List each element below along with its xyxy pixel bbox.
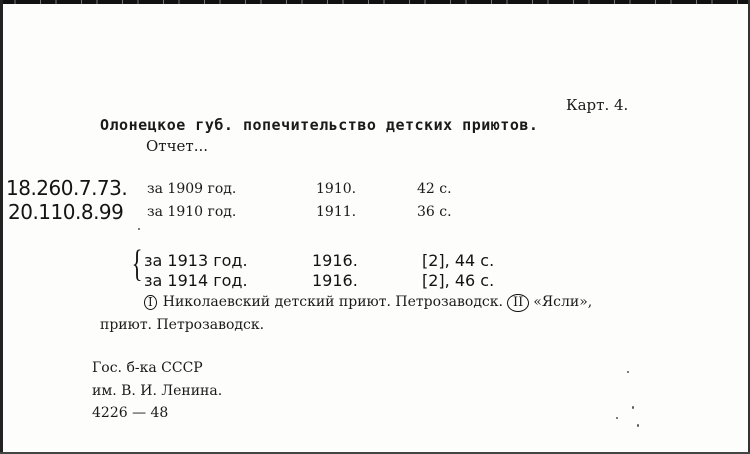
institution-name: «Ясли», xyxy=(533,294,593,310)
handwritten-call-number: 18.260.7.73. xyxy=(6,176,128,200)
circled-mark: II xyxy=(507,294,529,312)
library-catalog-code: 4226 — 48 xyxy=(92,405,169,421)
paper-speck xyxy=(637,424,639,427)
handwritten-page-count: [2], 44 с. xyxy=(422,251,495,270)
page-count: 36 с. xyxy=(417,204,452,220)
paper-speck xyxy=(616,417,618,419)
card-top-edge xyxy=(0,0,750,4)
handwritten-publication-year: 1916. xyxy=(312,251,358,270)
handwritten-call-number: 20.110.8.99 xyxy=(8,200,124,224)
card-number: Карт. 4. xyxy=(566,96,629,114)
report-year: за 1909 год. xyxy=(147,181,237,197)
page-count: 42 с. xyxy=(417,181,452,197)
institution-note-continued: приют. Петрозаводск. xyxy=(100,317,265,333)
report-year: за 1910 год. xyxy=(147,204,237,220)
paper-speck xyxy=(138,228,140,230)
card-left-edge xyxy=(0,0,3,454)
paper-speck xyxy=(632,406,634,409)
handwritten-brace: { xyxy=(131,243,143,285)
handwritten-page-count: [2], 46 с. xyxy=(422,271,495,290)
handwritten-publication-year: 1916. xyxy=(312,271,358,290)
handwritten-report-year: за 1914 год. xyxy=(144,271,248,290)
publication-year: 1911. xyxy=(316,204,357,220)
circled-mark: I xyxy=(144,295,157,310)
card-subtitle: Отчет... xyxy=(146,137,208,155)
handwritten-report-year: за 1913 год. xyxy=(144,251,248,270)
publication-year: 1910. xyxy=(316,181,357,197)
institution-note xyxy=(144,294,592,312)
paper-speck xyxy=(627,371,629,373)
library-name-continued: им. В. И. Ленина. xyxy=(92,383,223,399)
library-name: Гос. б-ка СССР xyxy=(92,360,203,376)
institution-name: Николаевский детский приют. Петрозаводск. xyxy=(162,294,503,310)
card-title: Олонецкое губ. попечительство детских приютов. xyxy=(100,116,539,134)
